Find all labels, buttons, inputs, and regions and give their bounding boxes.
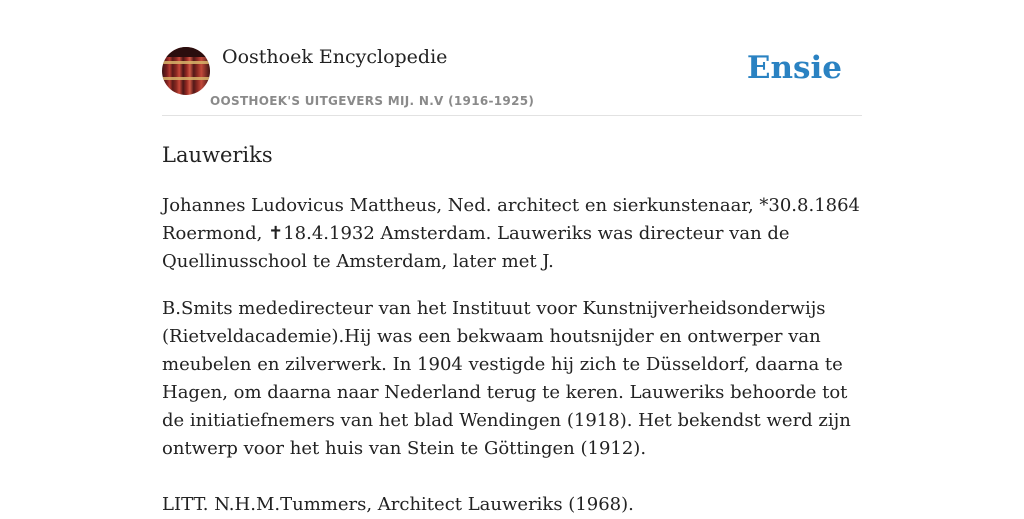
- literature-reference: LITT. N.H.M.Tummers, Architect Lauweriks (1968).: [162, 494, 634, 515]
- site-name-link[interactable]: Oosthoek Encyclopedie: [222, 46, 448, 68]
- spine-band: [162, 77, 210, 80]
- encyclopedia-books-icon[interactable]: [162, 47, 210, 95]
- article-paragraph: Johannes Ludovicus Mattheus, Ned. architect en sierkunstenaar, *30.8.1864 Roermond, ✝18.4.1932 Amsterdam. Lauweriks was directeur van de Quellinusschool te Amsterdam, later met J.: [162, 195, 861, 272]
- publisher-label: OOSTHOEK'S UITGEVERS MIJ. N.V (1916-1925): [210, 94, 535, 108]
- site-header: [162, 40, 862, 116]
- shelf-shadow: [162, 47, 210, 57]
- article: [162, 140, 862, 519]
- article-title: Lauweriks: [162, 143, 273, 167]
- ensie-logo[interactable]: Ensie: [746, 50, 842, 86]
- spine-band: [162, 61, 210, 64]
- article-paragraph: B.Smits mededirecteur van het Instituut voor Kunstnijverheidsonderwijs (Rietveldacademie).Hij was een bekwaam houtsnijder en ontwerper van meubelen en zilverwerk. In 1904 vestigde hij zich te Düsseldorf, daarna te Hagen, om daarna naar Nederland terug te keren. Lauweriks behoorde tot de initiatiefnemers van het blad Wendingen (1918). Het bekendst werd zijn ontwerp voor het huis van Stein te Göttingen (1912).: [162, 298, 851, 459]
